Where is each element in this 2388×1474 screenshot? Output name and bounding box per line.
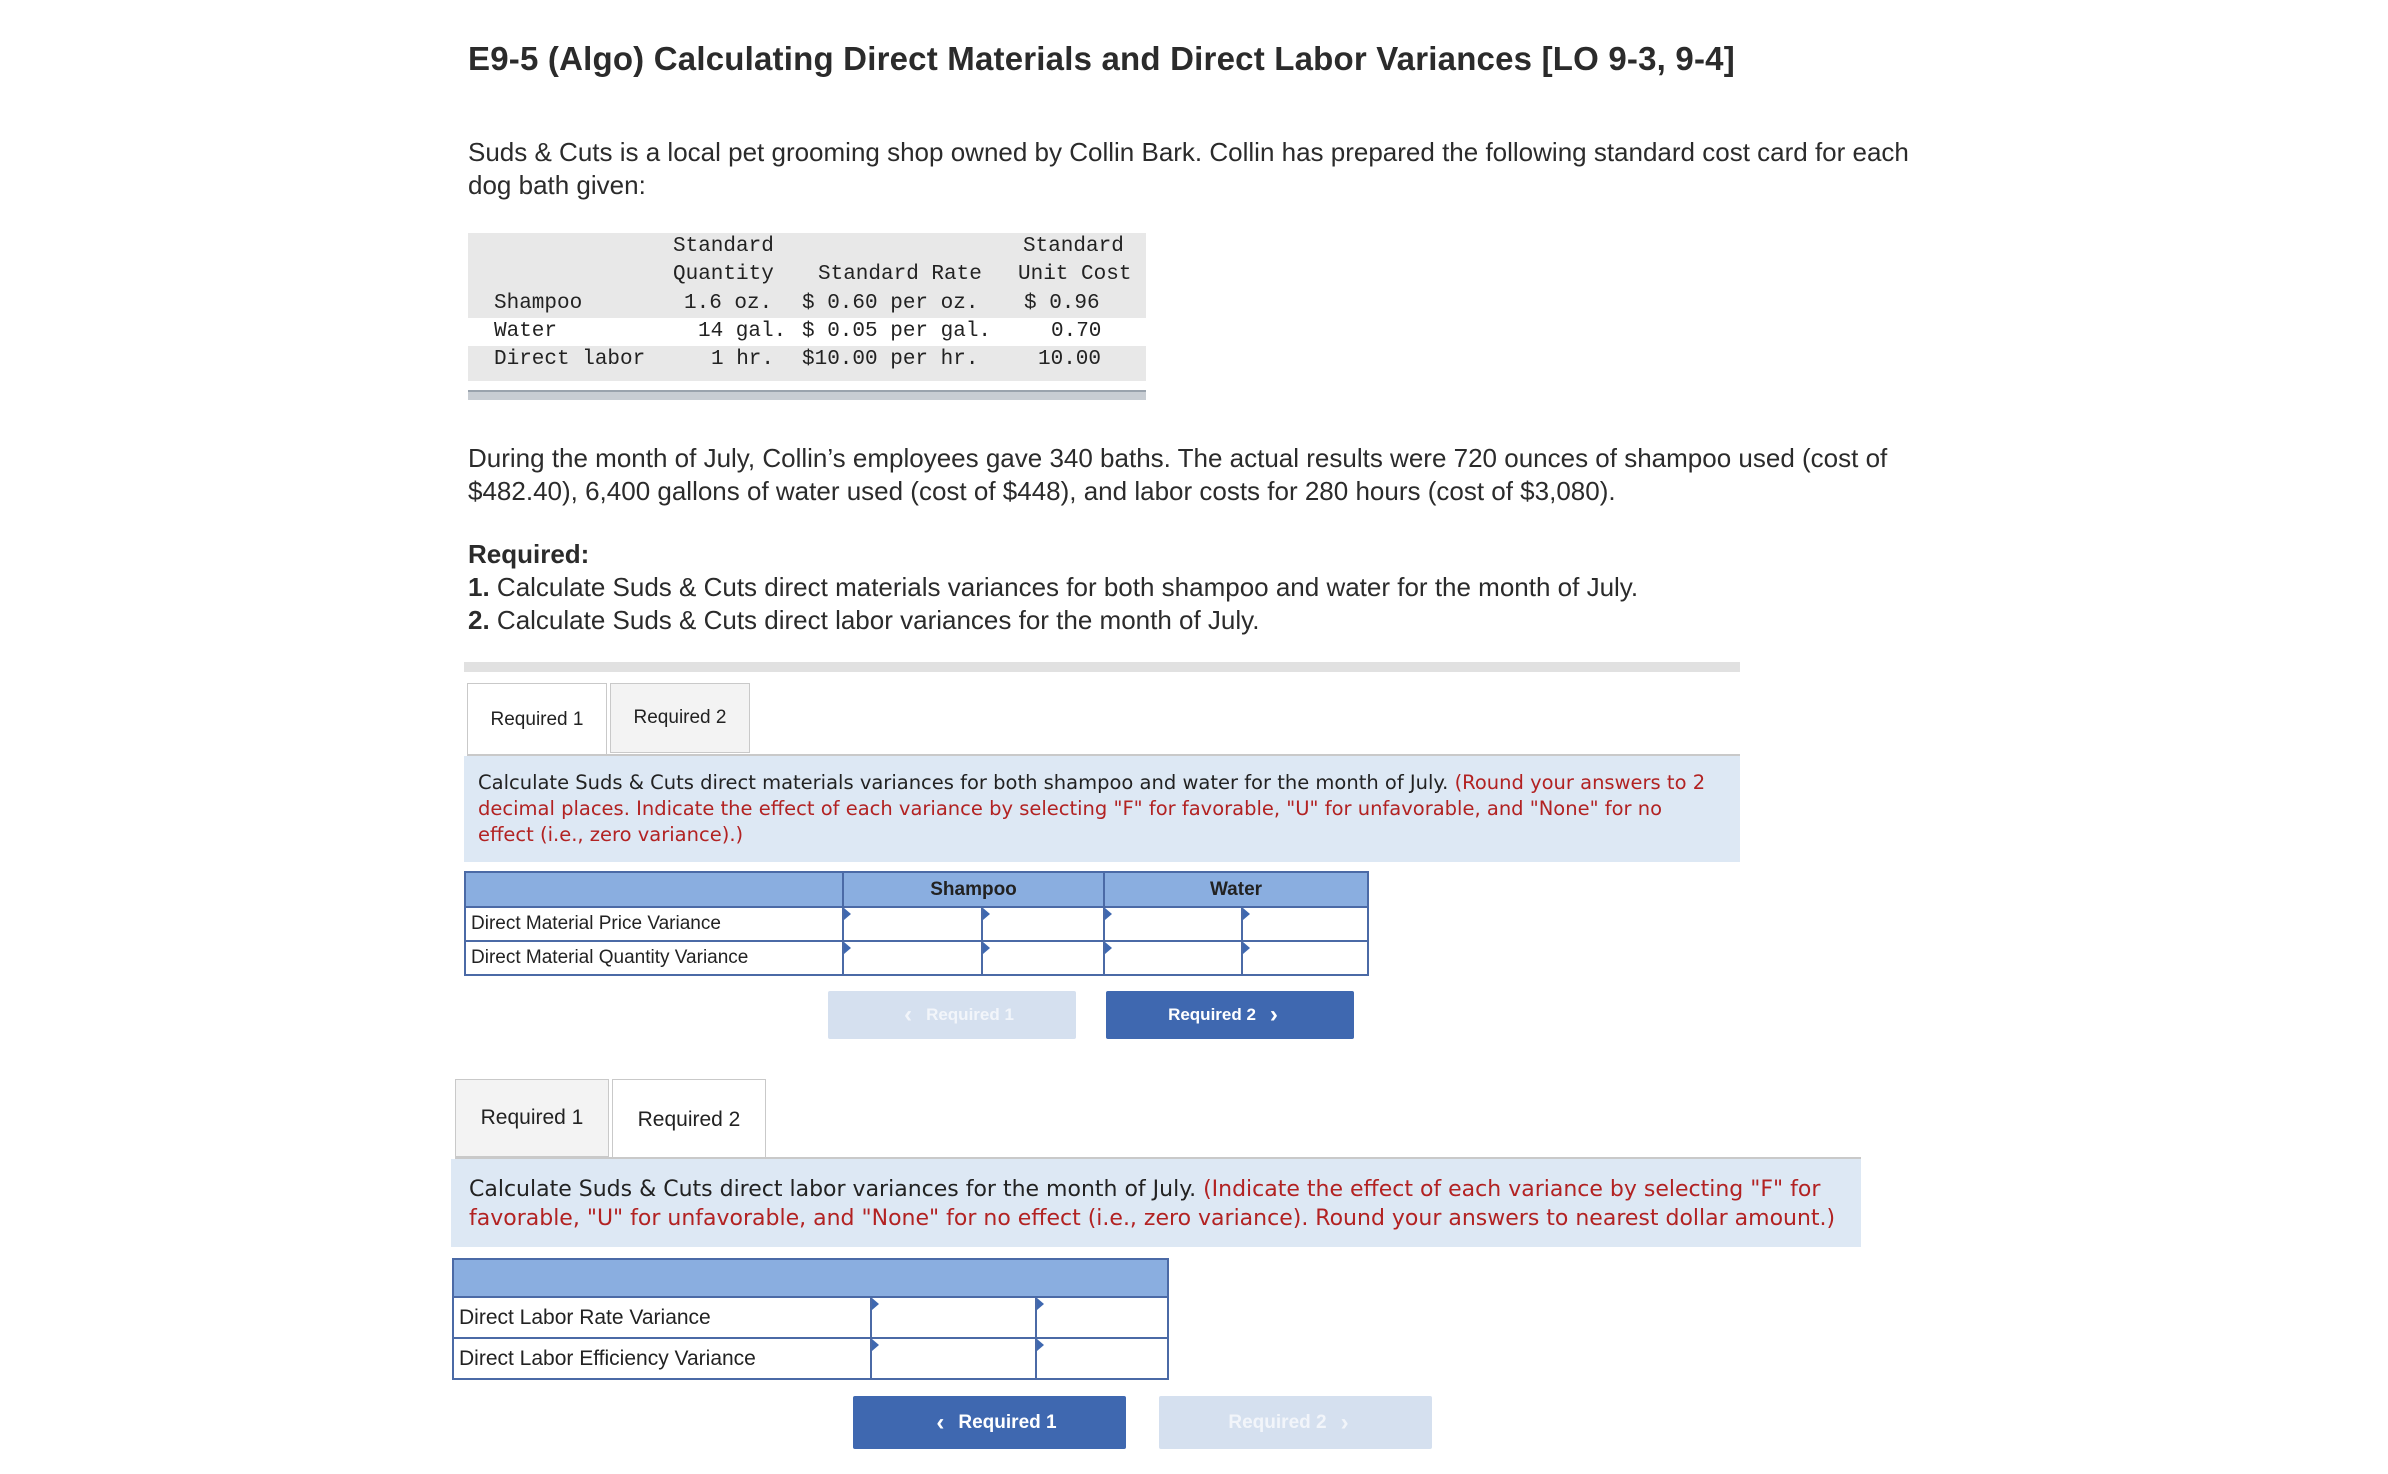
rounding-note-line-2: decimal places. Indicate the effect of each variance by selecting "F" for favorable, "U" for unfavorable, and "None" for no (478, 797, 1663, 820)
instruction-line-1 (478, 770, 1726, 796)
chevron-left-icon: ‹ (936, 1408, 945, 1436)
chevron-right-icon: › (1340, 1408, 1349, 1436)
header-unit-top: Standard (1023, 235, 1124, 258)
table-header-row (465, 872, 1368, 907)
column-header-shampoo: Shampoo (843, 872, 1104, 907)
required-item-1 (468, 571, 1638, 604)
table-header-row (453, 1259, 1168, 1297)
required-item-2 (468, 604, 1638, 637)
rounding-note: (Indicate the effect of each variance by selecting "F" for (1203, 1177, 1821, 1202)
prev-label: Required 1 (958, 1411, 1057, 1433)
next-required-button[interactable] (1159, 1396, 1432, 1449)
page-title: E9-5 (Algo) Calculating Direct Materials and Direct Labor Variances [LO 9-3, 9-4] (468, 40, 1735, 77)
rounding-note-line-2: favorable, "U" for unfavorable, and "None" for no effect (i.e., zero variance). Round your answers to nearest dollar amount.) (469, 1206, 1836, 1231)
effect-select[interactable] (1243, 946, 1367, 970)
amount-input[interactable] (1105, 946, 1241, 970)
cost-rate: $ 0.60 per oz. (802, 292, 979, 315)
chevron-right-icon: › (1269, 1001, 1278, 1028)
labor-rate-variance-amount[interactable] (871, 1297, 1036, 1338)
table-row (465, 907, 1368, 941)
cost-unit: $ 0.96 (1024, 292, 1100, 315)
tab-required-1[interactable]: Required 1 (455, 1079, 609, 1157)
next-required-button[interactable] (1106, 991, 1354, 1039)
cost-qty: 1 hr. (711, 348, 775, 371)
cost-row-water (468, 318, 1146, 346)
amount-input[interactable] (872, 1347, 1035, 1371)
shampoo-quantity-variance-effect[interactable] (982, 941, 1104, 975)
header-rate: Standard Rate (818, 263, 982, 286)
effect-select[interactable] (983, 946, 1103, 970)
table-row (453, 1297, 1168, 1338)
header-blank (465, 872, 843, 907)
effect-select[interactable] (1243, 912, 1367, 936)
labor-rate-variance-effect[interactable] (1036, 1297, 1168, 1338)
cost-row-shampoo (468, 290, 1146, 318)
cost-item: Direct labor (494, 348, 646, 371)
dropdown-marker-icon (872, 1298, 879, 1310)
amount-input[interactable] (872, 1306, 1035, 1330)
req-text: Calculate Suds & Cuts direct materials variances for both shampoo and water for the month of July. (496, 572, 1639, 602)
rounding-note: (Round your answers to 2 (1454, 771, 1706, 794)
cost-rate: $ 0.05 per gal. (802, 320, 992, 343)
cost-card-rule (468, 390, 1146, 400)
amount-input[interactable] (844, 946, 981, 970)
header-qty-bottom: Quantity (673, 263, 774, 286)
instruction-text: Calculate Suds & Cuts direct materials variances for both shampoo and water for the month of July. (478, 771, 1449, 794)
prev-required-button[interactable] (828, 991, 1076, 1039)
effect-select[interactable] (983, 912, 1103, 936)
cost-qty: 1.6 oz. (684, 292, 773, 315)
req-number: 1. (468, 572, 490, 602)
labor-variance-table (452, 1258, 1169, 1380)
chevron-left-icon: ‹ (904, 1001, 913, 1028)
water-quantity-variance-effect[interactable] (1242, 941, 1368, 975)
intro-line-1: Suds & Cuts is a local pet grooming shop owned by Collin Bark. Collin has prepared the following standard cost card for each (468, 137, 1909, 167)
header-unit-bottom: Unit Cost (1018, 263, 1132, 286)
shampoo-price-variance-effect[interactable] (982, 907, 1104, 941)
cost-item: Water (494, 320, 558, 343)
row-label-rate-variance: Direct Labor Rate Variance (453, 1297, 871, 1338)
prev-required-button[interactable] (853, 1396, 1126, 1449)
req-number: 2. (468, 605, 490, 635)
cost-unit: 10.00 (1038, 348, 1102, 371)
labor-efficiency-variance-amount[interactable] (871, 1338, 1036, 1379)
part1-instructions (464, 756, 1740, 862)
header-qty-top: Standard (673, 235, 774, 258)
intro-line-2: dog bath given: (468, 170, 646, 200)
req-text: Calculate Suds & Cuts direct labor variances for the month of July. (496, 605, 1260, 635)
dropdown-marker-icon (1243, 908, 1250, 920)
row-label-efficiency-variance: Direct Labor Efficiency Variance (453, 1338, 871, 1379)
dropdown-marker-icon (1105, 942, 1112, 954)
table-row (453, 1338, 1168, 1379)
required-section (468, 538, 1638, 637)
header-blank (453, 1259, 1168, 1297)
effect-select[interactable] (1037, 1347, 1167, 1371)
shampoo-price-variance-amount[interactable] (843, 907, 982, 941)
instruction-line-1 (469, 1175, 1843, 1204)
dropdown-marker-icon (1037, 1339, 1044, 1351)
next-label: Required 2 (1168, 1005, 1256, 1024)
required-heading: Required: (468, 539, 590, 569)
cost-rate: $10.00 per hr. (802, 348, 979, 371)
table-row (465, 941, 1368, 975)
row-label-quantity-variance: Direct Material Quantity Variance (465, 941, 843, 975)
shampoo-quantity-variance-amount[interactable] (843, 941, 982, 975)
tab-required-2[interactable]: Required 2 (610, 683, 750, 753)
intro-text (468, 136, 1909, 202)
part2-instructions (451, 1159, 1861, 1247)
dropdown-marker-icon (1037, 1298, 1044, 1310)
labor-efficiency-variance-effect[interactable] (1036, 1338, 1168, 1379)
dropdown-marker-icon (983, 942, 990, 954)
dropdown-marker-icon (1243, 942, 1250, 954)
instruction-text: Calculate Suds & Cuts direct labor variances for the month of July. (469, 1177, 1197, 1202)
water-quantity-variance-amount[interactable] (1104, 941, 1242, 975)
facts-line-1: During the month of July, Collin’s employees gave 340 baths. The actual results were 720 ounces of shampoo used (cost of (468, 443, 1888, 473)
tab-required-2[interactable]: Required 2 (612, 1079, 766, 1159)
dropdown-marker-icon (844, 942, 851, 954)
cost-item: Shampoo (494, 292, 583, 315)
standard-cost-card (468, 233, 1146, 381)
tab-required-1[interactable]: Required 1 (467, 683, 607, 755)
dropdown-marker-icon (844, 908, 851, 920)
water-price-variance-amount[interactable] (1104, 907, 1242, 941)
rounding-note-line-3: effect (i.e., zero variance).) (478, 823, 744, 846)
dropdown-marker-icon (872, 1339, 879, 1351)
cost-row-labor (468, 346, 1146, 374)
facts-line-2: $482.40), 6,400 gallons of water used (cost of $448), and labor costs for 280 hours (cost of $3,080). (468, 476, 1616, 506)
facts-text (468, 442, 1887, 508)
prev-label: Required 1 (926, 1005, 1014, 1024)
dropdown-marker-icon (983, 908, 990, 920)
water-price-variance-effect[interactable] (1242, 907, 1368, 941)
section-divider (464, 662, 1740, 672)
cost-unit: 0.70 (1051, 320, 1102, 343)
dropdown-marker-icon (1105, 908, 1112, 920)
row-label-price-variance: Direct Material Price Variance (465, 907, 843, 941)
effect-select[interactable] (1037, 1306, 1167, 1330)
cost-qty: 14 gal. (698, 320, 787, 343)
amount-input[interactable] (1105, 912, 1241, 936)
amount-input[interactable] (844, 912, 981, 936)
materials-variance-table (464, 871, 1369, 976)
next-label: Required 2 (1228, 1411, 1327, 1433)
column-header-water: Water (1104, 872, 1368, 907)
